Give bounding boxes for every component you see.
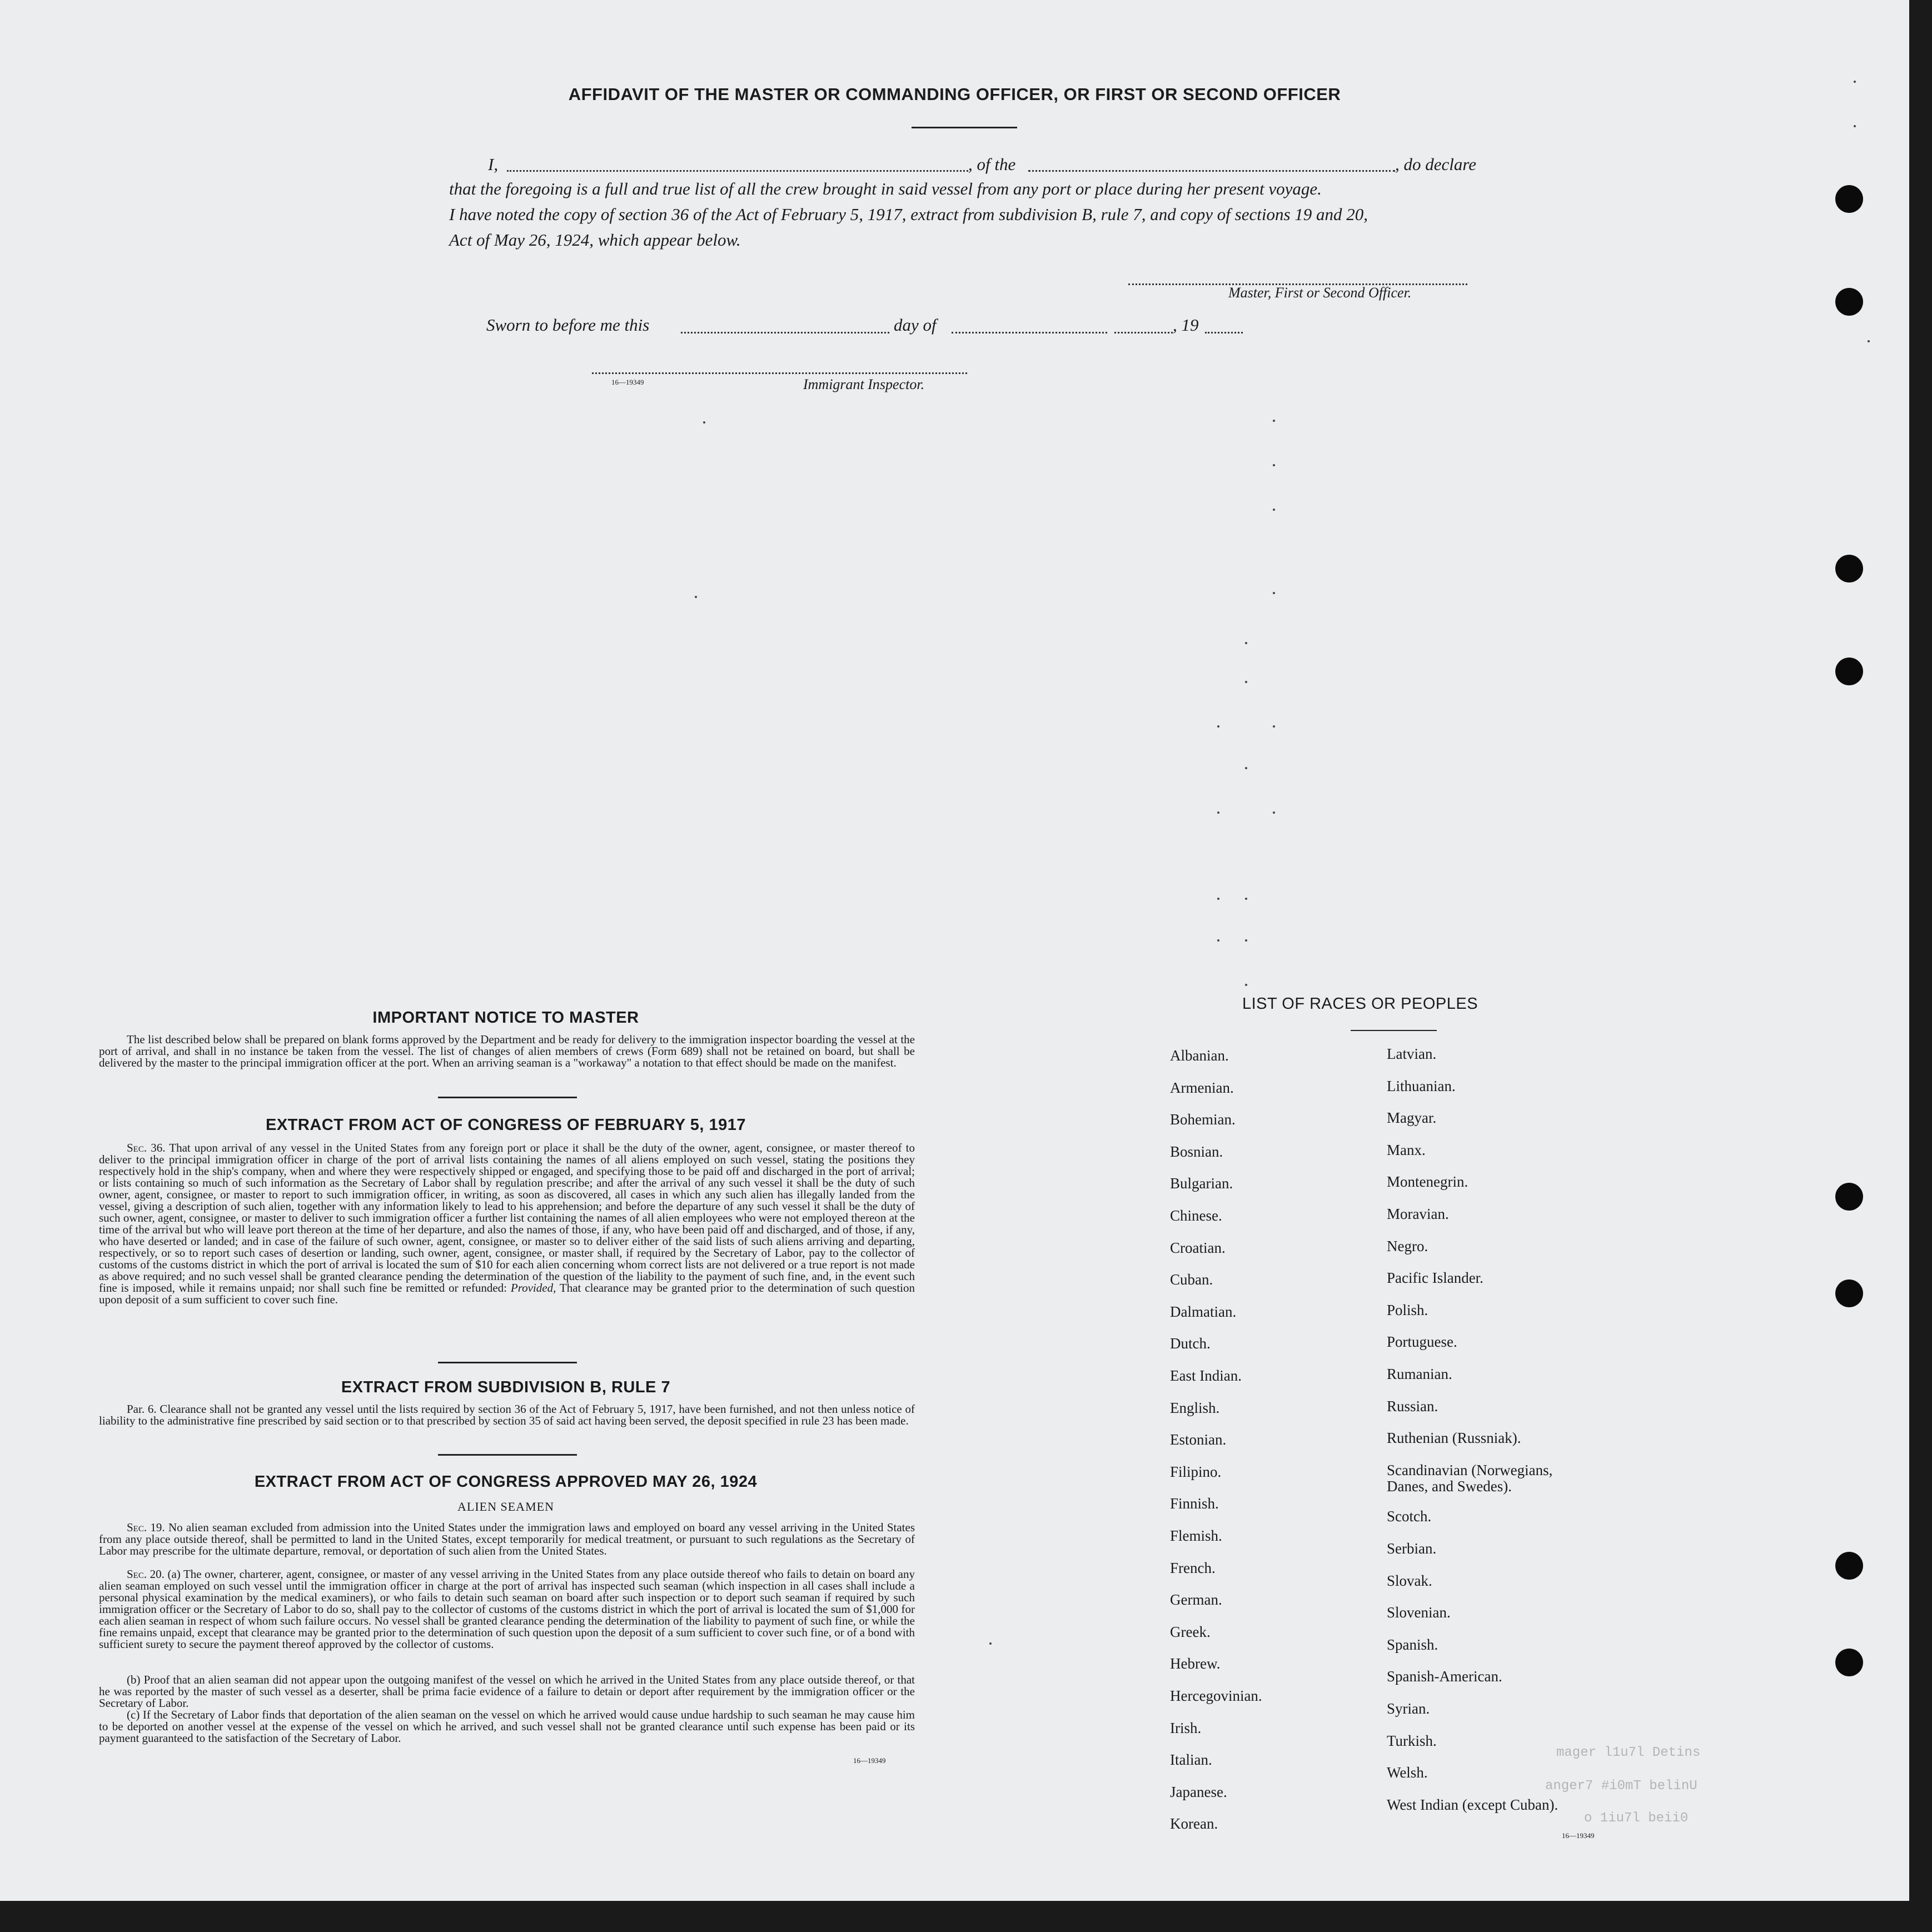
race-item: West Indian (except Cuban).	[1387, 1796, 1558, 1813]
race-item: Armenian.	[1170, 1079, 1234, 1096]
punch-hole-7	[1835, 1552, 1863, 1580]
sec-20a-text	[99, 1568, 915, 1650]
sec-19-body: No alien seaman excluded from admission into the United States under the immigration laws and employed on board any vessel arriving in the United States from any place outside thereof, shall be permitted to land in the United States, except temporarily for medical treatment, or pursuant to such regulations as the Secretary of Labor may prescribe for the ultimate departure, removal, or deportation of such alien from the United States.	[99, 1521, 915, 1557]
race-item: German.	[1170, 1591, 1222, 1608]
race-item: Croatian.	[1170, 1239, 1226, 1256]
race-item: Montenegrin.	[1387, 1173, 1468, 1190]
sworn-month-field[interactable]	[952, 332, 1107, 333]
master-signature-label: Master, First or Second Officer.	[1228, 285, 1412, 301]
affidavit-i-label: I,	[488, 155, 499, 174]
race-item: Dalmatian.	[1170, 1303, 1237, 1320]
race-item: Filipino.	[1170, 1463, 1222, 1480]
scan-speck	[1273, 464, 1275, 466]
inspector-label: Immigrant Inspector.	[803, 376, 925, 392]
race-item: Magyar.	[1387, 1109, 1437, 1126]
scan-speck	[1245, 642, 1247, 644]
rule7-title: EXTRACT FROM SUBDIVISION B, RULE 7	[341, 1378, 671, 1396]
race-item: Pacific Islander.	[1387, 1269, 1483, 1286]
extract-1917-divider	[438, 1362, 577, 1363]
race-item: Cuban.	[1170, 1271, 1213, 1288]
scan-speck	[1217, 939, 1219, 942]
sec-20c-text: (c) If the Secretary of Labor finds that deportation of the alien seaman on the vessel on which he arrived would cause undue hardship to such seaman he may cause him to be deported on another vessel at the expense of the vessel on which he arrived, and such vessel shall not be granted clearance until such expense has been paid or its payment guaranteed to the satisfaction of the Secretary of Labor.	[99, 1708, 915, 1745]
race-item: Negro.	[1387, 1238, 1428, 1254]
punch-hole-2	[1835, 288, 1863, 316]
race-item: Bulgarian.	[1170, 1175, 1233, 1192]
scan-speck	[1273, 811, 1275, 814]
race-item: Hebrew.	[1170, 1655, 1221, 1672]
race-item: Flemish.	[1170, 1527, 1222, 1544]
race-item: Japanese.	[1170, 1784, 1227, 1800]
race-item: Portuguese.	[1387, 1333, 1457, 1350]
races-underline	[1351, 1030, 1437, 1031]
scan-speck	[695, 596, 697, 598]
scan-speck	[1273, 725, 1275, 728]
race-item: Scotch.	[1387, 1508, 1432, 1525]
sworn-year-label: , 19	[1173, 315, 1199, 335]
notice-form-number: 16—19349	[853, 1756, 886, 1765]
scan-speck	[1273, 509, 1275, 511]
race-item: Serbian.	[1387, 1540, 1437, 1557]
title-underline	[912, 127, 1017, 128]
punch-hole-5	[1835, 1183, 1863, 1211]
race-item: Lithuanian.	[1387, 1078, 1456, 1094]
extract-1917-title: EXTRACT FROM ACT OF CONGRESS OF FEBRUARY 5, 1917	[265, 1116, 746, 1134]
race-item: Rumanian.	[1387, 1366, 1452, 1382]
race-item: Moravian.	[1387, 1206, 1449, 1222]
race-item: Manx.	[1387, 1142, 1426, 1158]
sec-36-body-end: That clearance may be granted prior to the determination of such question upon deposit of a sum sufficient to cover such fine.	[99, 1281, 915, 1306]
scan-speck	[1273, 592, 1275, 594]
sworn-day-field[interactable]	[681, 332, 889, 333]
extract-1924-title: EXTRACT FROM ACT OF CONGRESS APPROVED MAY 26, 1924	[254, 1473, 758, 1491]
alien-seamen-subtitle: ALIEN SEAMEN	[457, 1500, 554, 1513]
scan-speck	[1245, 939, 1247, 942]
race-item: Syrian.	[1387, 1700, 1430, 1717]
scan-speck	[1854, 125, 1856, 127]
sec-20a-body: (a) The owner, charterer, agent, consignee, or master of any vessel arriving in the United States from any place outside thereof who fails to detain on board any alien seaman employed on such vessel until the immigration officer in charge at the port of arrival has inspected such seaman (which inspection in all cases shall include a personal physical examination by the medical examiners), or who fails to detain such seaman on board after such inspection or to deport such seaman if required by such immigration officer or the Secretary of Labor to do so, shall pay to the collector of customs of the customs district in which the port of arrival is located the sum of $1,000 for each alien seaman in respect of whom such failure occurs. No vessel shall be granted clearance pending the determination of the liability to payment of such fine, or while the fine remains unpaid, except that clearance may be granted prior to the determination of such question upon the deposit of a sum sufficient to cover such fine, or of a bond with sufficient surety to secure the payment thereof approved by the collector of customs.	[99, 1567, 915, 1651]
race-item: Welsh.	[1387, 1764, 1428, 1781]
races-title: LIST OF RACES OR PEOPLES	[1242, 995, 1478, 1013]
bleed-through-stamp-3: o 1iu7l beii0	[1584, 1811, 1689, 1826]
scan-speck	[1273, 420, 1275, 422]
race-item: English.	[1170, 1400, 1220, 1416]
sec-36-label: Sec. 36.	[127, 1141, 166, 1154]
bleed-through-stamp-2: anger7 #i0mT belinU	[1545, 1779, 1697, 1794]
race-item: Estonian.	[1170, 1431, 1227, 1448]
scan-speck	[1245, 681, 1247, 683]
scan-speck	[1245, 898, 1247, 900]
scan-speck	[1217, 898, 1219, 900]
sworn-day-of-label: day of	[894, 315, 937, 335]
scan-speck	[1868, 340, 1870, 342]
notice-text: The list described below shall be prepared on blank forms approved by the Department and be ready for delivery to the immigration inspector boarding the vessel at the port of arrival, and shall in no instance be taken from the vessel. The list of changes of alien members of crews (Form 689) shall not be retained on board, but shall be delivered by the master to the principal immigration officer at the port. When an arriving seaman is a "workaway" a notation to that effect should be made on the manifest.	[99, 1033, 915, 1069]
sworn-month-field-2[interactable]	[1114, 332, 1173, 333]
sworn-prefix: Sworn to before me this	[486, 315, 650, 335]
rule7-text: Par. 6. Clearance shall not be granted any vessel until the lists required by section 36 of the Act of February 5, 1917, have been furnished, and not then unless notice of liability to the administrative fine prescribed by said section or to that prescribed by section 35 of said act having been served, the deposit specified in rule 23 has been made.	[99, 1402, 915, 1427]
sec-20-label: Sec. 20.	[127, 1567, 165, 1581]
race-item: Bohemian.	[1170, 1111, 1236, 1128]
race-item: Hercegovinian.	[1170, 1687, 1262, 1704]
inspector-signature-field[interactable]	[592, 372, 967, 374]
affidavit-declare-label: , do declare	[1395, 155, 1477, 174]
affidavit-form-number: 16—19349	[611, 378, 644, 386]
race-item: Spanish-American.	[1387, 1668, 1502, 1685]
scan-speck	[1217, 725, 1219, 728]
punch-hole-4	[1835, 658, 1863, 685]
race-item: Albanian.	[1170, 1047, 1229, 1064]
race-item: Italian.	[1170, 1751, 1212, 1768]
race-item: Irish.	[1170, 1720, 1202, 1736]
affidavit-line-3: I have noted the copy of section 36 of the Act of February 5, 1917, extract from subdivision B, rule 7, and copy of sections 19 and 20,	[449, 205, 1368, 224]
scan-speck	[1217, 811, 1219, 814]
vessel-name-field[interactable]	[1028, 170, 1395, 172]
sec-19-label: Sec. 19.	[127, 1521, 165, 1534]
races-form-number: 16—19349	[1562, 1831, 1595, 1840]
punch-hole-1	[1835, 185, 1863, 213]
scan-speck	[989, 1642, 992, 1645]
race-item: Turkish.	[1387, 1732, 1437, 1749]
rule7-divider	[438, 1454, 577, 1456]
punch-hole-8	[1835, 1649, 1863, 1676]
punch-hole-3	[1835, 555, 1863, 582]
race-item: Slovenian.	[1387, 1604, 1451, 1621]
scan-speck	[1245, 767, 1247, 769]
notice-divider	[438, 1097, 577, 1098]
race-item: Polish.	[1387, 1302, 1428, 1318]
race-item: Slovak.	[1387, 1572, 1432, 1589]
bleed-through-stamp-1: mager l1u7l Detins	[1556, 1745, 1701, 1760]
affidavit-line-4: Act of May 26, 1924, which appear below.	[449, 230, 741, 250]
declarant-name-field[interactable]	[507, 170, 968, 172]
race-item: Latvian.	[1387, 1045, 1437, 1062]
punch-hole-6	[1835, 1279, 1863, 1307]
scan-speck	[1245, 984, 1247, 986]
sec-36-provided: Provided,	[510, 1281, 556, 1294]
race-item: Finnish.	[1170, 1495, 1219, 1512]
race-item: Dutch.	[1170, 1335, 1211, 1352]
race-item: East Indian.	[1170, 1367, 1242, 1384]
race-item: Ruthenian (Russniak).	[1387, 1430, 1521, 1446]
scan-speck	[703, 421, 705, 424]
extract-1917-text	[99, 1142, 915, 1306]
race-item: Korean.	[1170, 1815, 1218, 1832]
race-item: Scandinavian (Norwegians, Danes, and Swedes).	[1387, 1462, 1553, 1495]
sworn-year-field[interactable]	[1205, 332, 1243, 333]
race-item: French.	[1170, 1560, 1216, 1576]
sec-19-text	[99, 1522, 915, 1557]
notice-title: IMPORTANT NOTICE TO MASTER	[372, 1009, 639, 1027]
race-item: Spanish.	[1387, 1636, 1438, 1653]
race-item: Russian.	[1387, 1398, 1438, 1415]
scan-speck	[1854, 81, 1856, 83]
race-item: Chinese.	[1170, 1207, 1222, 1224]
affidavit-of-the-label: , of the	[968, 155, 1016, 174]
affidavit-title: AFFIDAVIT OF THE MASTER OR COMMANDING OFFICER, OR FIRST OR SECOND OFFICER	[568, 84, 1341, 104]
affidavit-line-2: that the foregoing is a full and true list of all the crew brought in said vessel from any port or place during her present voyage.	[449, 179, 1322, 198]
race-item: Bosnian.	[1170, 1143, 1223, 1160]
race-item: Greek.	[1170, 1624, 1211, 1640]
sec-20b-text: (b) Proof that an alien seaman did not appear upon the outgoing manifest of the vessel on which he arrived in the United States from any place outside thereof, or that he was reported by the master of such vessel as a deserter, shall be prima facie evidence of a failure to detain or deport after requirement by the immigration officer or the Secretary of Labor.	[99, 1673, 915, 1710]
sec-36-body: That upon arrival of any vessel in the United States from any foreign port or place it shall be the duty of the owner, agent, consignee, or master thereof to deliver to the principal immigration officer in charge of the port of arrival lists containing the names of all aliens employed on such vessel, stating the positions they respectively hold in the ship's company, when and where they were respectively shipped or engaged, and specifying those to be paid off and discharged in the port of arrival; or lists containing so much of such information as the Secretary of Labor shall by regulation prescribe; and after the arrival of any such vessel it shall be the duty of such owner, agent, consignee, or master to report to such immigration officer, in writing, as soon as discovered, all cases in which any such alien has illegally landed from the vessel, giving a description of such alien, together with any information likely to lead to his apprehension; and before the departure of any such vessel it shall be the duty of such owner, agent, consignee, or master to deliver to such immigration officer a further list containing the names of all alien employees who were not employed thereon at the time of the arrival but who will leave port thereon at the time of her departure, and also the names of those, if any, who have been paid off and discharged, and of those, if any, who have deserted or landed; and in case of the failure of such owner, agent, consignee, or master so to deliver either of the said lists of such aliens arriving and departing, respectively, or so to report such cases of desertion or landing, such owner, agent, consignee, or master shall, if required by the Secretary of Labor, pay to the collector of customs of the customs district in which the port of arrival is located the sum of $10 for each alien concerning whom correct lists are not delivered or a true report is not made as above required; and no such vessel shall be granted clearance pending the determination of the question of the liability to the payment of such fine, and, in the event such fine is imposed, while it remains unpaid; nor shall such fine be remitted or refunded:	[99, 1141, 915, 1294]
